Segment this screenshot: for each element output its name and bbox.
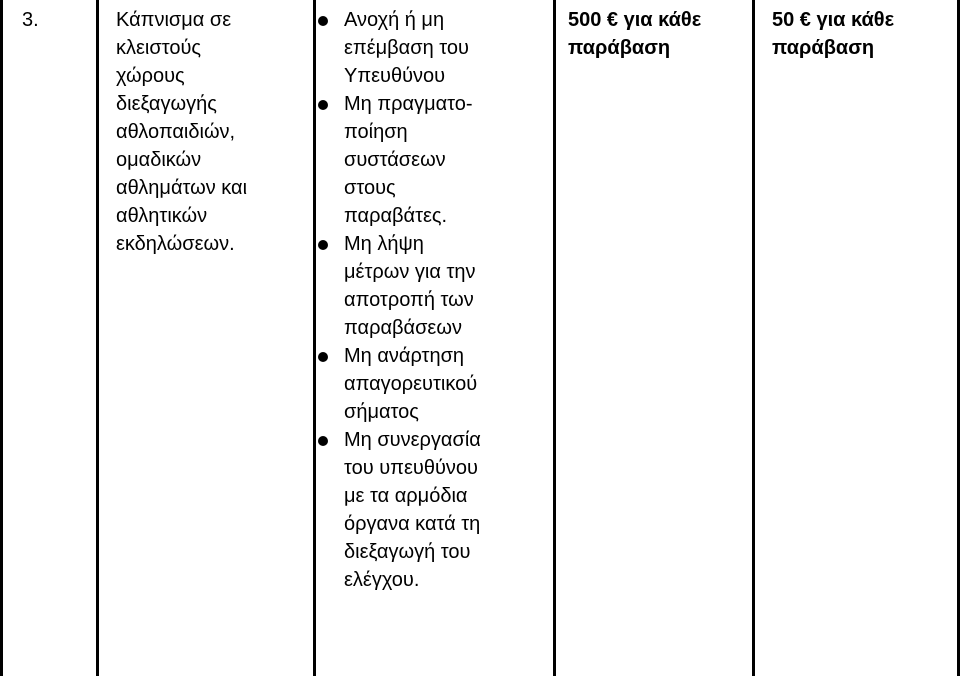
description-line: χώρους: [116, 65, 185, 87]
description-line: ομαδικών: [116, 149, 202, 171]
fine-offender-line: 50 € για κάθε: [772, 9, 895, 31]
column-divider-1: [96, 0, 99, 676]
description-line: εκδηλώσεων.: [116, 233, 235, 255]
bullet-icon: [318, 240, 328, 250]
column-divider-4: [752, 0, 755, 676]
violation-line: Μη λήψη: [344, 233, 424, 255]
list-item: [318, 6, 548, 90]
violation-line: του υπευθύνου: [344, 457, 478, 479]
violation-line: απαγορευτικού: [344, 373, 478, 395]
list-item: [318, 426, 548, 594]
column-divider-3: [553, 0, 556, 676]
violation-line: ελέγχου.: [344, 569, 420, 591]
violation-line: όργανα κατά τη: [344, 513, 481, 535]
violation-line: συστάσεων: [344, 149, 446, 171]
row-number-cell: [22, 6, 92, 34]
table-border-left: [0, 0, 3, 676]
fine-responsible-line: παράβαση: [568, 37, 671, 59]
bullet-icon: [318, 100, 328, 110]
violation-line: Μη ανάρτηση: [344, 345, 465, 367]
violation-line: Υπευθύνου: [344, 65, 446, 87]
violation-line: Μη πραγματο-: [344, 93, 473, 115]
violation-line: Ανοχή ή μη: [344, 9, 445, 31]
list-item: [318, 342, 548, 426]
violation-line: στους: [344, 177, 396, 199]
bullet-icon: [318, 352, 328, 362]
fine-offender-cell: [772, 6, 958, 62]
bullet-icon: [318, 436, 328, 446]
violation-line: με τα αρμόδια: [344, 485, 468, 507]
description-line: αθλημάτων και: [116, 177, 248, 199]
column-divider-2: [313, 0, 316, 676]
violation-line: ποίηση: [344, 121, 408, 143]
row-number: 3.: [22, 9, 39, 31]
description-line: αθλητικών: [116, 205, 208, 227]
fine-offender-line: παράβαση: [772, 37, 875, 59]
violation-line: παραβάσεων: [344, 317, 462, 339]
description-line: κλειστούς: [116, 37, 202, 59]
offense-description-cell: [116, 6, 306, 258]
description-line: διεξαγωγής: [116, 93, 217, 115]
violation-line: αποτροπή των: [344, 289, 474, 311]
fine-responsible-cell: [568, 6, 748, 62]
description-line: Κάπνισμα σε: [116, 9, 232, 31]
violations-list: [318, 6, 548, 594]
violation-line: μέτρων για την: [344, 261, 476, 283]
violations-cell: [318, 6, 548, 594]
list-item: [318, 230, 548, 342]
list-item: [318, 90, 548, 230]
fine-responsible-line: 500 € για κάθε: [568, 9, 702, 31]
violation-line: παραβάτες.: [344, 205, 448, 227]
violation-line: Μη συνεργασία: [344, 429, 481, 451]
violation-line: επέμβαση του: [344, 37, 469, 59]
violation-line: διεξαγωγή του: [344, 541, 471, 563]
bullet-icon: [318, 16, 328, 26]
violation-line: σήματος: [344, 401, 419, 423]
description-line: αθλοπαιδιών,: [116, 121, 236, 143]
